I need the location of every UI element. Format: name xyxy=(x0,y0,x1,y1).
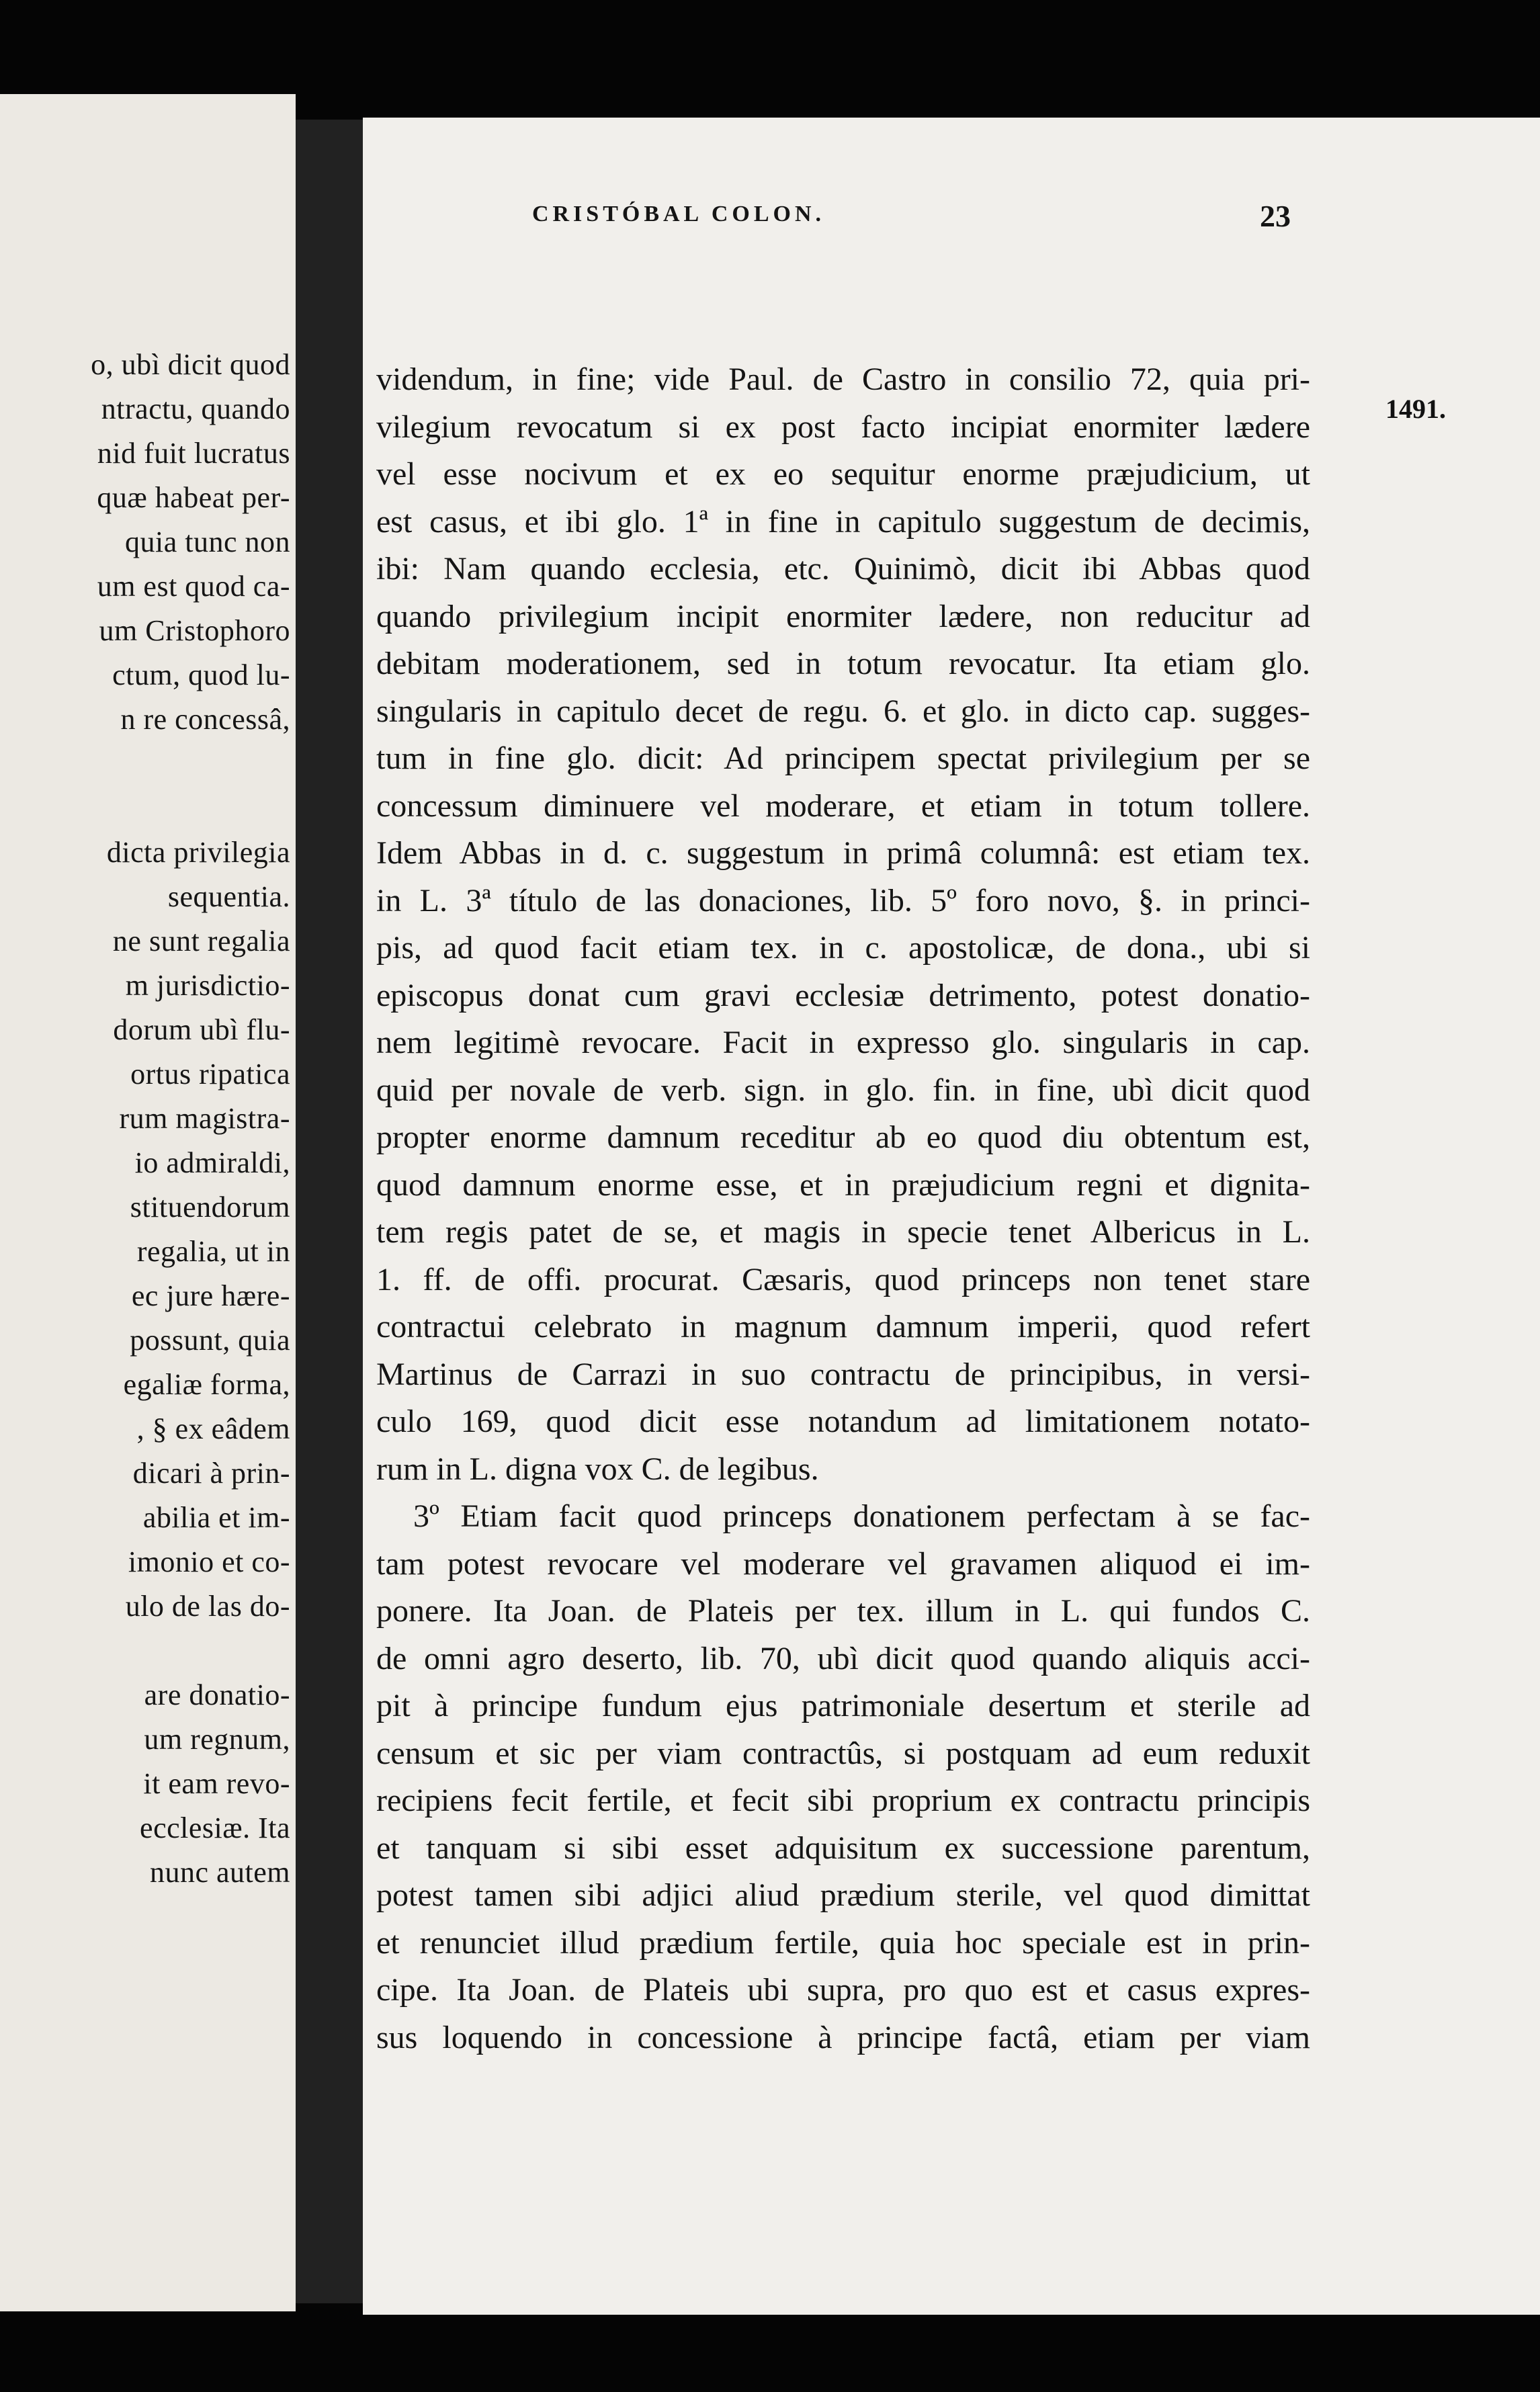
left-text-line: ntractu, quando xyxy=(101,392,290,425)
left-text-line: ulo de las do- xyxy=(125,1590,290,1623)
body-text-line: pis, ad quod facit etiam tex. in c. apostolicæ, de dona., ubi si xyxy=(376,930,1310,966)
body-text-line: tam potest revocare vel moderare vel gravamen aliquod ei im- xyxy=(376,1545,1310,1582)
running-head: CRISTÓBAL COLON. xyxy=(531,202,826,226)
body-text-line: cipe. Ita Joan. de Plateis ubi supra, pro quo est et casus expres- xyxy=(376,1972,1310,2008)
left-text-line: io admiraldi, xyxy=(134,1146,290,1179)
body-text-line: potest tamen sibi adjici aliud prædium sterile, vel quod dimittat xyxy=(376,1877,1310,1913)
left-text-line: sequentia. xyxy=(167,880,290,913)
body-text-line: in L. 3ª título de las donaciones, lib. 5º foro novo, §. in princi- xyxy=(376,882,1310,919)
body-text-line: et renunciet illud prædium fertile, quia hoc speciale est in prin- xyxy=(376,1924,1310,1961)
left-text-line: it eam revo- xyxy=(143,1767,290,1800)
left-text-line: um Cristophoro xyxy=(99,614,290,647)
body-text-line: quod damnum enorme esse, et in præjudicium regni et dignita- xyxy=(376,1166,1310,1203)
body-text-line: vilegium revocatum si ex post facto incipiat enormiter lædere xyxy=(376,409,1310,445)
left-text-line: abilia et im- xyxy=(142,1501,290,1534)
body-text-line: vel esse nocivum et ex eo sequitur enorme præjudicium, ut xyxy=(376,456,1310,492)
page-number: 23 xyxy=(1260,199,1291,233)
body-text-line: et tanquam si sibi esset adquisitum ex successione parentum, xyxy=(376,1830,1310,1866)
left-text-line: ec jure hære- xyxy=(131,1279,290,1312)
margin-year: 1491. xyxy=(1385,394,1446,424)
left-text-line: imonio et co- xyxy=(128,1545,290,1578)
left-text-line: egaliæ forma, xyxy=(123,1368,290,1401)
left-text-line: m jurisdictio- xyxy=(125,969,290,1002)
left-text-line: quia tunc non xyxy=(124,525,290,558)
left-text-line: dicta privilegia xyxy=(106,836,290,869)
left-text-line: quæ habeat per- xyxy=(97,481,290,514)
left-text-line: n re concessâ, xyxy=(120,703,290,736)
body-text-line: tem regis patet de se, et magis in specie tenet Albericus in L. xyxy=(376,1214,1310,1250)
body-text-line: Martinus de Carrazi in suo contractu de principibus, in versi- xyxy=(376,1356,1310,1392)
left-text-line: possunt, quia xyxy=(130,1324,290,1357)
body-text-line: pit à principe fundum ejus patrimoniale desertum et sterile ad xyxy=(376,1688,1310,1723)
left-text-line: rum magistra- xyxy=(119,1102,290,1135)
body-text-line: debitam moderationem, sed in totum revocatur. Ita etiam glo. xyxy=(376,646,1310,681)
left-text-line: um regnum, xyxy=(144,1723,290,1756)
left-text-line: nunc autem xyxy=(149,1856,290,1889)
book-gutter xyxy=(296,120,363,2303)
body-text-line: 1. ff. de offi. procurat. Cæsaris, quod princeps non tenet stare xyxy=(376,1261,1310,1297)
body-text-line: ponere. Ita Joan. de Plateis per tex. illum in L. qui fundos C. xyxy=(376,1593,1310,1629)
left-text-line: , § ex eâdem xyxy=(136,1412,290,1445)
left-text-line: dicari à prin- xyxy=(132,1457,290,1490)
body-text-line: propter enorme damnum receditur ab eo quod diu obtentum est, xyxy=(376,1119,1310,1155)
body-text-line: tum in fine glo. dicit: Ad principem spectat privilegium per se xyxy=(376,740,1310,776)
body-text-line: de omni agro deserto, lib. 70, ubì dicit quod quando aliquis acci- xyxy=(376,1640,1310,1676)
left-text-line: ecclesiæ. Ita xyxy=(140,1811,290,1844)
left-page xyxy=(0,94,296,2311)
body-text-line: 3º Etiam facit quod princeps donationem perfectam à se fac- xyxy=(413,1498,1310,1534)
body-text-line: ibi: Nam quando ecclesia, etc. Quinimò, dicit ibi Abbas quod xyxy=(376,551,1310,587)
body-text-line: sus loquendo in concessione à principe factâ, etiam per viam xyxy=(376,2019,1310,2055)
left-text-line: ctum, quod lu- xyxy=(112,658,290,691)
left-text-line: ne sunt regalia xyxy=(112,925,290,957)
body-text-line: quid per novale de verb. sign. in glo. fin. in fine, ubì dicit quod xyxy=(376,1072,1310,1108)
body-text-line: Idem Abbas in d. c. suggestum in primâ columnâ: est etiam tex. xyxy=(376,835,1310,871)
left-text-line: are donatio- xyxy=(144,1678,290,1711)
left-text-line: dorum ubì flu- xyxy=(113,1013,290,1046)
body-text-line: singularis in capitulo decet de regu. 6. et glo. in dicto cap. sugges- xyxy=(376,693,1310,729)
left-text-line: regalia, ut in xyxy=(136,1235,290,1268)
body-text-line: quando privilegium incipit enormiter lædere, non reducitur ad xyxy=(376,598,1310,634)
body-text-line: nem legitimè revocare. Facit in expresso glo. singularis in cap. xyxy=(376,1025,1310,1060)
body-text-line: rum in L. digna vox C. de legibus. xyxy=(376,1451,819,1487)
body-text-line: concessum diminuere vel moderare, et etiam in totum tollere. xyxy=(376,787,1310,824)
body-text-line: censum et sic per viam contractûs, si postquam ad eum reduxit xyxy=(376,1735,1310,1771)
body-text-line: culo 169, quod dicit esse notandum ad limitationem notato- xyxy=(376,1404,1310,1439)
left-text-line: o, ubì dicit quod xyxy=(91,348,290,381)
left-text-line: ortus ripatica xyxy=(130,1058,290,1091)
body-text-line: recipiens fecit fertile, et fecit sibi proprium ex contractu principis xyxy=(376,1783,1310,1818)
left-text-line: nid fuit lucratus xyxy=(97,437,290,470)
body-text-line: est casus, et ibi glo. 1ª in fine in capitulo suggestum de decimis, xyxy=(376,503,1310,540)
body-text-line: contractui celebrato in magnum damnum imperii, quod refert xyxy=(376,1309,1310,1344)
body-text-line: episcopus donat cum gravi ecclesiæ detrimento, potest donatio- xyxy=(376,977,1310,1013)
left-text-line: um est quod ca- xyxy=(97,570,290,603)
left-text-line: stituendorum xyxy=(130,1191,290,1224)
body-text-line: videndum, in fine; vide Paul. de Castro in consilio 72, quia pri- xyxy=(376,361,1310,397)
